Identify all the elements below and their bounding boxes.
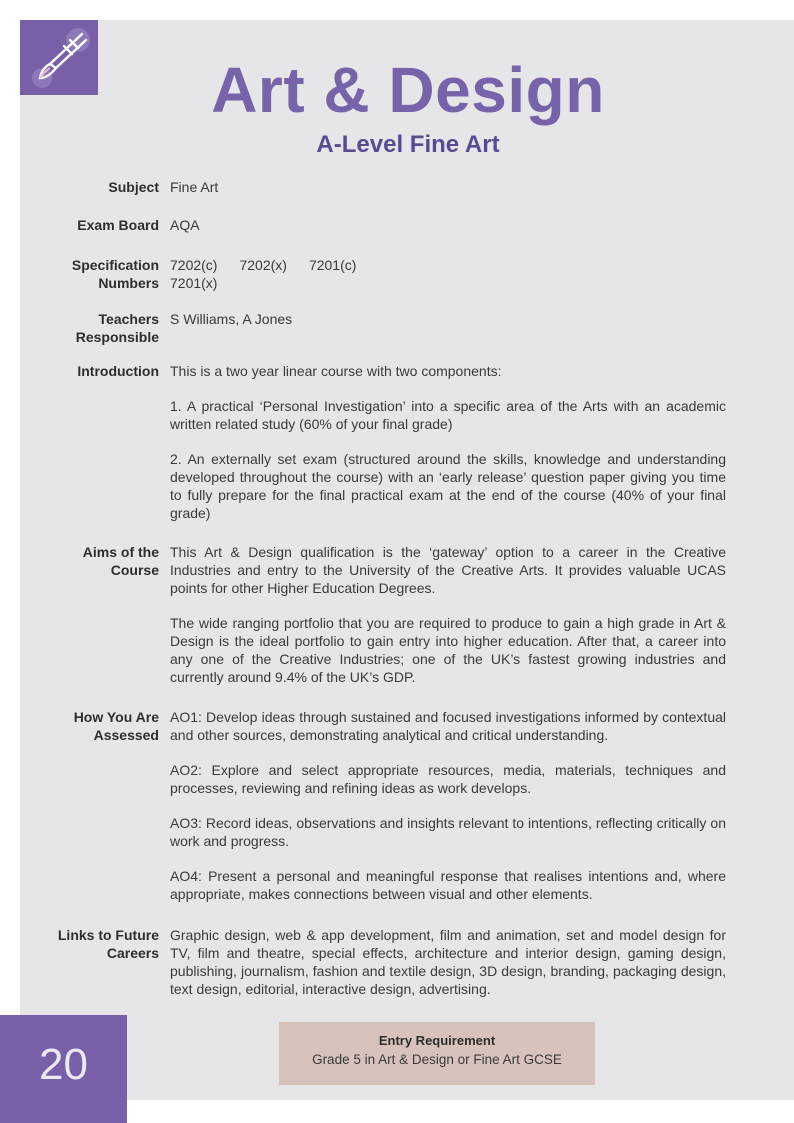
page-number: 20 <box>39 1040 88 1089</box>
subject-label: Subject <box>108 179 159 195</box>
paragraph: This is a two year linear course with two components: <box>170 363 502 379</box>
paragraph: AO2: Explore and select appropriate resources, media, materials, techniques and processes, reviewing and refining ideas as work develops. <box>170 762 726 796</box>
careers-text: Graphic design, web & app development, film and animation, set and model design for TV, film and theatre, special effects, architecture and interior design, gaming design, publishing, journalism, fashion and textile design, 3D design, branding, packaging design, text design, editorial, interactive design, advertising. <box>170 927 726 997</box>
teachers-value: S Williams, A Jones <box>170 311 293 327</box>
paragraph: This Art & Design qualification is the ‘gateway’ option to a career in the Creative Industries and entry to the University of the Creative Arts. It provides valuable UCAS points for other Higher Education Degrees. <box>170 544 726 596</box>
careers-label: Links to Future Careers <box>57 927 159 961</box>
paragraph: 2. An externally set exam (structured around the skills, knowledge and understanding developed throughout the course) with an ‘early release’ question paper giving you time to fully prepare for the final practical exam at the end of the course (40% of your final grade) <box>170 451 726 521</box>
entry-requirement-title: Entry Requirement <box>378 1033 496 1048</box>
assessment-label: How You Are Assessed <box>73 709 159 743</box>
spec-code: 7201(c) <box>308 257 357 273</box>
spec-code: 7202(c) <box>170 257 218 273</box>
aims-text <box>170 543 726 686</box>
paragraph: AO4: Present a personal and meaningful response that realises intentions and, where appropriate, makes connections between visual and other elements. <box>170 868 726 902</box>
paragraph: AO1: Develop ideas through sustained and focused investigations informed by contextual and other sources, demonstrating analytical and critical understanding. <box>170 709 726 743</box>
aims-label: Aims of the Course <box>82 544 159 578</box>
introduction-label: Introduction <box>77 363 159 379</box>
entry-requirement-text: Grade 5 in Art & Design or Fine Art GCSE <box>312 1052 562 1067</box>
page-title: Art & Design <box>211 54 605 126</box>
specification-label: Specification Numbers <box>71 257 159 291</box>
paragraph: The wide ranging portfolio that you are required to produce to gain a high grade in Art & Design is the ideal portfolio to gain entry into higher education. After that, a career into any one of the Creative Industries; one of the UK’s fastest growing industries and currently around 9.4% of the UK’s GDP. <box>170 615 726 685</box>
spec-code: 7202(x) <box>239 257 287 273</box>
exam-board-label: Exam Board <box>77 217 159 233</box>
assessment-text <box>170 708 726 903</box>
subject-value: Fine Art <box>170 179 219 195</box>
teachers-label: Teachers Responsible <box>75 311 159 345</box>
specification-codes <box>170 256 726 292</box>
introduction-text <box>170 362 726 522</box>
entry-requirement-box <box>279 1022 595 1085</box>
page-subtitle: A-Level Fine Art <box>316 131 500 158</box>
exam-board-value: AQA <box>170 217 200 233</box>
paragraph: 1. A practical ‘Personal Investigation’ into a specific area of the Arts with an academic written related study (60% of your final grade) <box>170 398 726 432</box>
spec-code: 7201(x) <box>170 275 218 291</box>
paragraph: AO3: Record ideas, observations and insights relevant to intentions, reflecting critically on work and progress. <box>170 815 726 849</box>
